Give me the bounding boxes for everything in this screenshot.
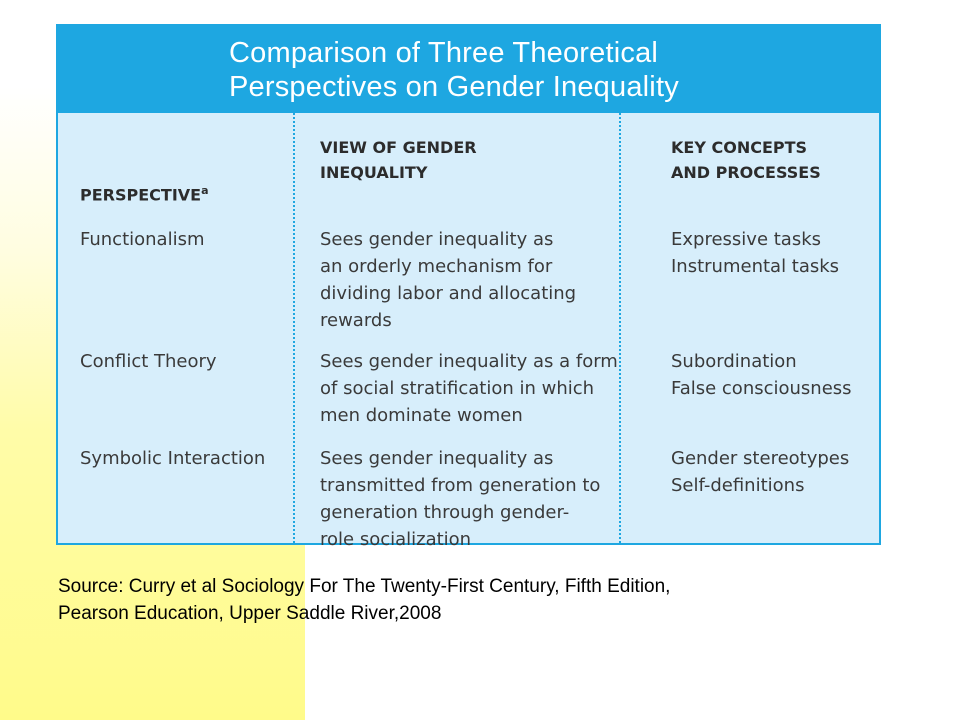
comparison-table (56, 24, 881, 550)
title-line-2: Perspectives on Gender Inequality (229, 70, 679, 103)
source-citation (58, 573, 918, 627)
row-conflict-view (320, 348, 618, 429)
row-functionalism-perspective: Functionalism (80, 229, 205, 250)
view-line: men dominate women (320, 405, 523, 426)
concept-line: Subordination (671, 351, 797, 372)
row-functionalism-view (320, 226, 576, 334)
view-line: rewards (320, 310, 392, 331)
view-line: Sees gender inequality as (320, 448, 554, 469)
header-concepts (671, 135, 821, 185)
view-line: role socialization (320, 529, 472, 550)
concept-line: Gender stereotypes (671, 448, 850, 469)
source-line: Source: Curry et al Sociology For The Twenty-First Century, Fifth Edition, (58, 576, 671, 597)
header-footnote-marker: a (201, 184, 209, 197)
row-functionalism-concepts (671, 226, 839, 280)
title-line-1: Comparison of Three Theoretical (229, 36, 659, 69)
view-line: dividing labor and allocating (320, 283, 577, 304)
column-divider (293, 113, 295, 543)
concept-line: Self-definitions (671, 475, 805, 496)
concept-line: False consciousness (671, 378, 852, 399)
row-conflict-perspective: Conflict Theory (80, 351, 217, 372)
header-view-line: VIEW OF GENDER (320, 138, 477, 157)
view-line: an orderly mechanism for (320, 256, 553, 277)
view-line: Sees gender inequality as (320, 229, 554, 250)
header-perspective (80, 178, 209, 207)
view-line: transmitted from generation to (320, 475, 601, 496)
header-view (320, 135, 477, 185)
source-line: Pearson Education, Upper Saddle River,2008 (58, 603, 442, 624)
header-view-line: INEQUALITY (320, 163, 428, 182)
view-line: of social stratification in which (320, 378, 595, 399)
view-line: Sees gender inequality as a form (320, 351, 618, 372)
concept-line: Expressive tasks (671, 229, 822, 250)
view-line: generation through gender- (320, 502, 570, 523)
row-conflict-concepts (671, 348, 852, 402)
concept-line: Instrumental tasks (671, 256, 840, 277)
row-symbolic-view (320, 445, 600, 553)
row-symbolic-perspective: Symbolic Interaction (80, 448, 266, 469)
header-perspective-label: PERSPECTIVE (80, 185, 202, 205)
header-concepts-line: AND PROCESSES (671, 163, 821, 182)
row-symbolic-concepts (671, 445, 849, 499)
table-body (58, 113, 879, 550)
header-concepts-line: KEY CONCEPTS (671, 138, 808, 157)
table-title (58, 26, 879, 113)
column-divider (619, 113, 621, 543)
